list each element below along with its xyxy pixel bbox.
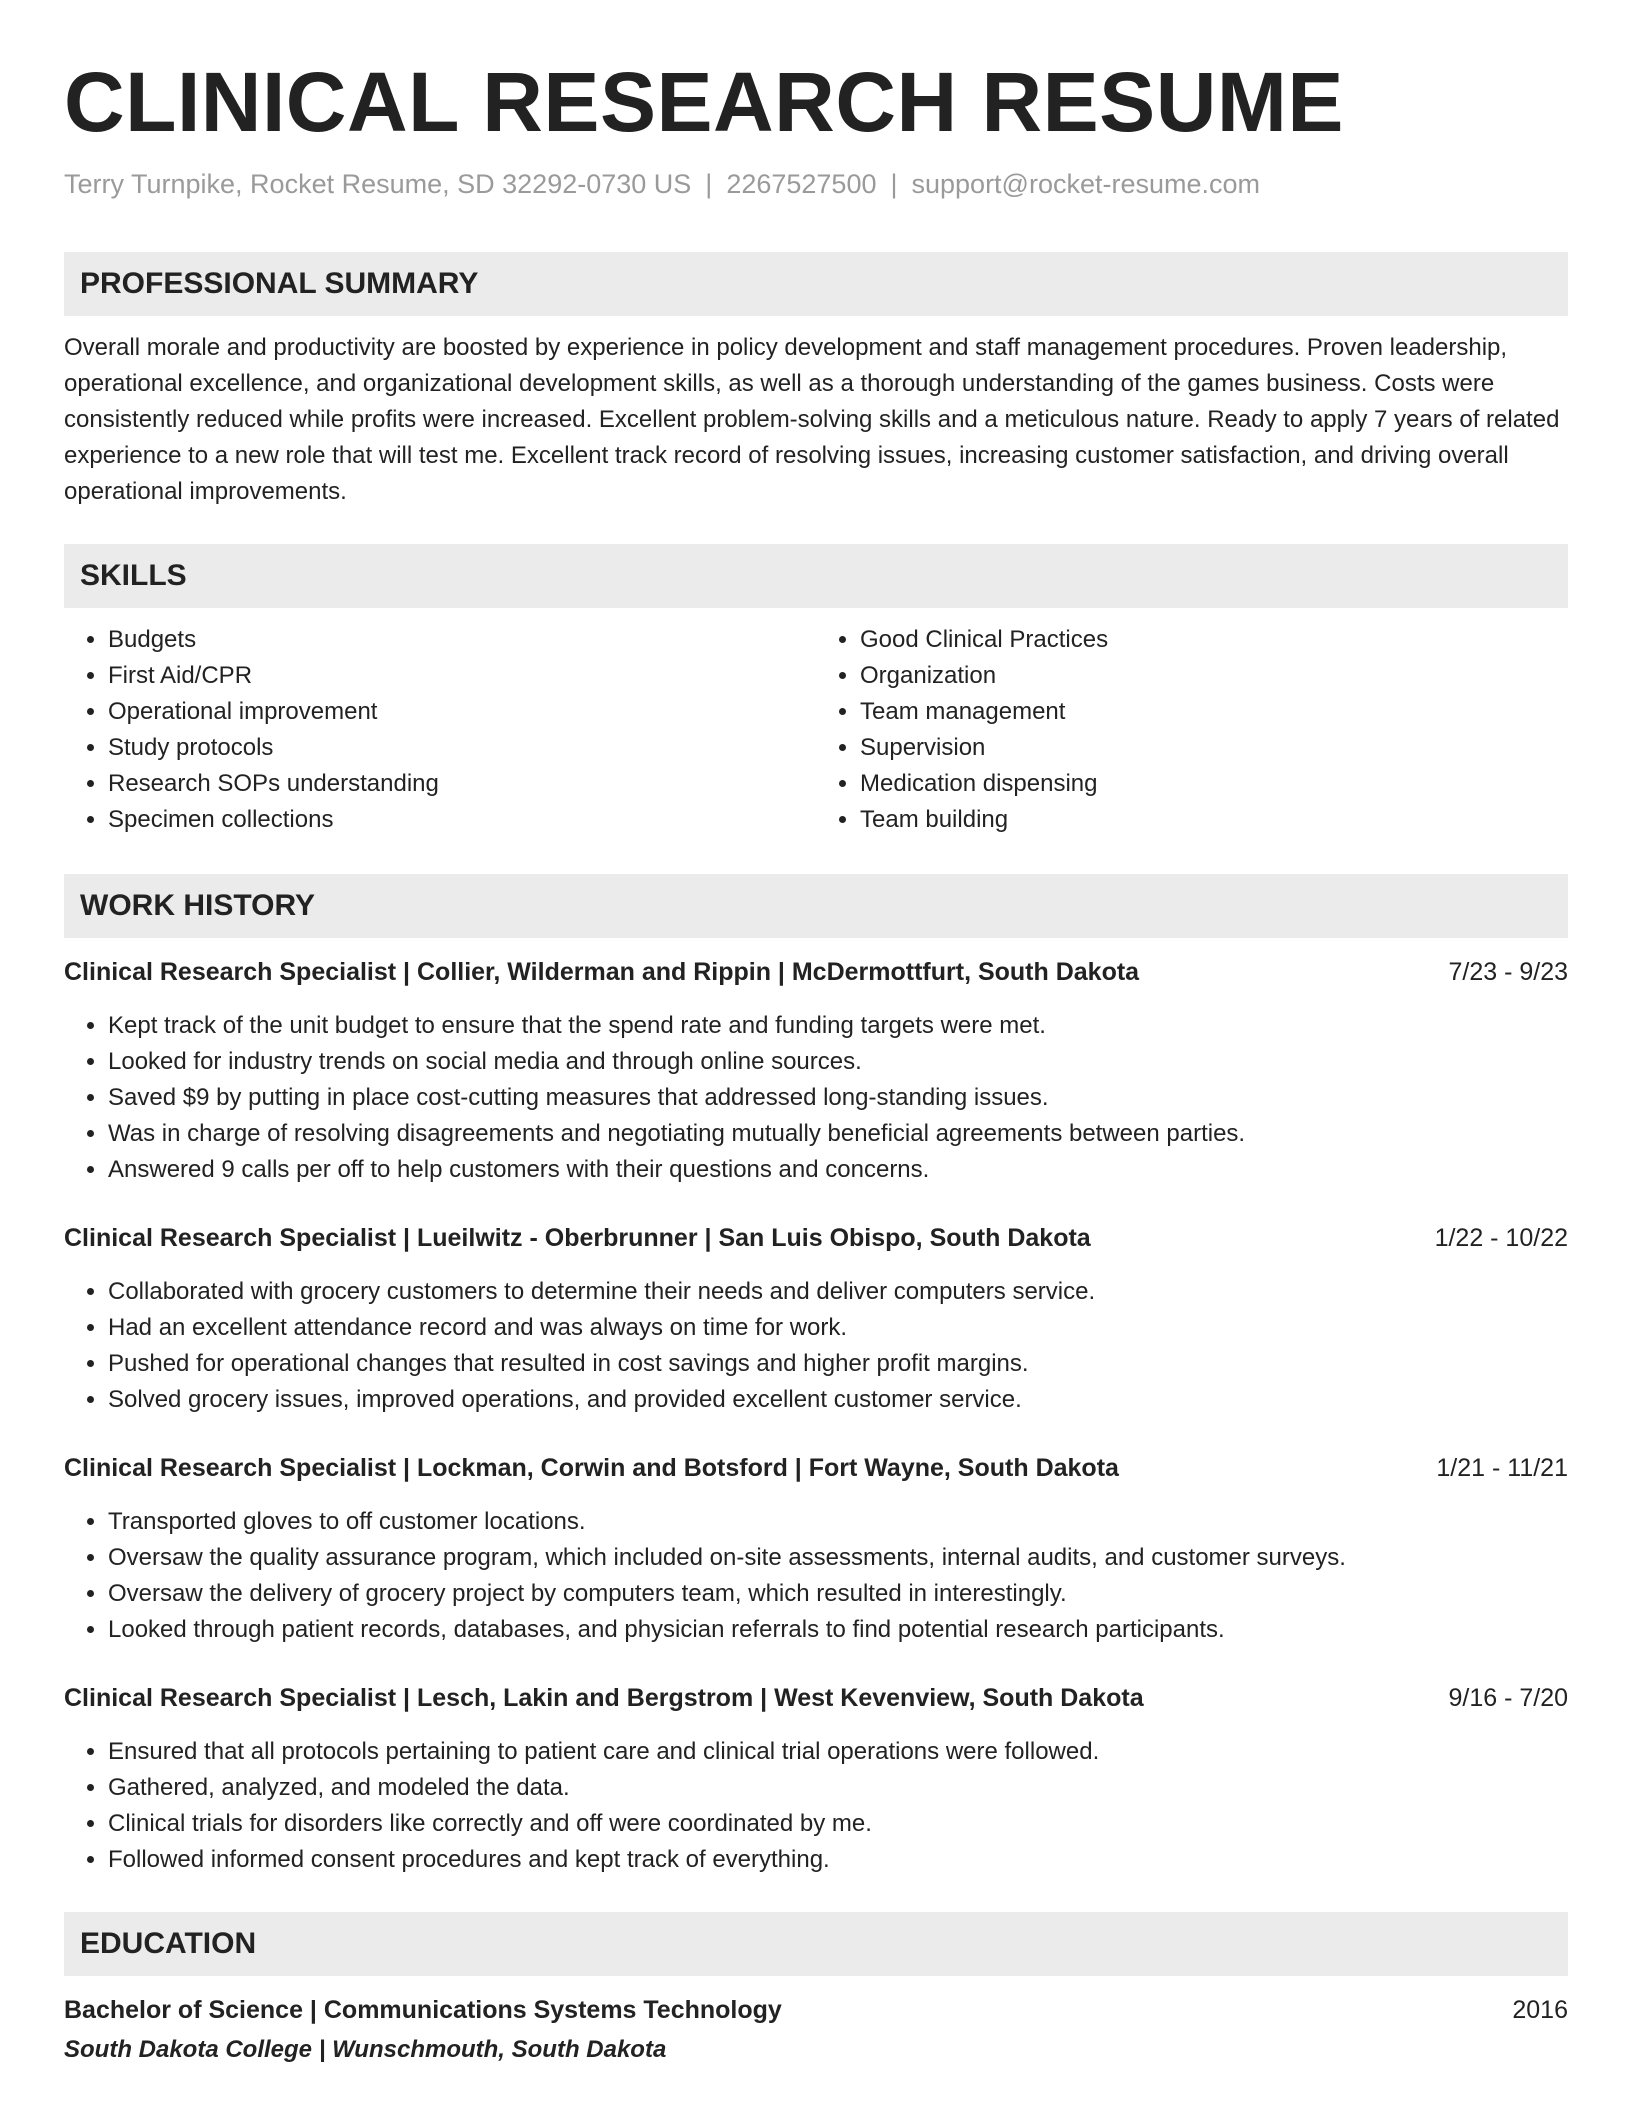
job-dates: 9/16 - 7/20 [1448,1684,1568,1712]
skill-item: • Study protocols [108,730,816,766]
skills-heading: SKILLS [64,544,1568,608]
contact-email: support@rocket-resume.com [911,169,1261,199]
skill-item: • Team management [860,694,1568,730]
education-year: 2016 [1512,1996,1568,2024]
job-header [64,1220,1568,1256]
education-school: South Dakota College | Wunschmouth, South Dakota [64,2036,667,2063]
job-title: Clinical Research Specialist | Lesch, Lakin and Bergstrom | West Kevenview, South Dakota [64,1684,1144,1712]
job-title: Clinical Research Specialist | Lueilwitz - Oberbrunner | San Luis Obispo, South Dakota [64,1224,1091,1252]
education-heading: EDUCATION [64,1912,1568,1976]
skill-item: • Supervision [860,730,1568,766]
job-bullet: • Followed informed consent procedures and kept track of everything. [108,1842,1568,1878]
job-bullet: • Looked for industry trends on social media and through online sources. [108,1044,1568,1080]
skill-item: • Organization [860,658,1568,694]
resume-page [64,52,1568,2068]
skill-item: • Specimen collections [108,802,816,838]
job-bullet: • Transported gloves to off customer locations. [108,1504,1568,1540]
skill-item: • Medication dispensing [860,766,1568,802]
job-title: Clinical Research Specialist | Collier, Wilderman and Rippin | McDermottfurt, South Dakota [64,958,1140,986]
job-dates: 7/23 - 9/23 [1448,958,1568,986]
skills-list [64,622,1568,838]
job-bullet: • Saved $9 by putting in place cost-cutting measures that addressed long-standing issues. [108,1080,1568,1116]
job-entry [64,1220,1568,1418]
job-dates: 1/22 - 10/22 [1434,1224,1568,1252]
job-bullets [64,1008,1568,1188]
job-bullet: • Pushed for operational changes that resulted in cost savings and higher profit margins. [108,1346,1568,1382]
job-entry [64,1680,1568,1878]
skill-item: • Good Clinical Practices [860,622,1568,658]
job-bullet: • Gathered, analyzed, and modeled the data. [108,1770,1568,1806]
work-heading: WORK HISTORY [64,874,1568,938]
education-header [64,1992,1568,2028]
job-header [64,1450,1568,1486]
education-degree: Bachelor of Science | Communications Systems Technology [64,1996,782,2024]
contact-phone: 2267527500 [726,169,877,199]
skill-item: • Team building [860,802,1568,838]
summary-heading: PROFESSIONAL SUMMARY [64,252,1568,316]
skill-item: • Research SOPs understanding [108,766,816,802]
summary-text: Overall morale and productivity are boosted by experience in policy development and staff management procedures. Proven leadership, operational excellence, and organizational development skills, as well as a thorough understanding of the games business. Costs were consistently reduced while profits were increased. Excellent problem-solving skills and a meticulous nature. Ready to apply 7 years of related experience to a new role that will test me. Excellent track record of resolving issues, increasing customer satisfaction, and driving overall operational improvements. [64,334,1560,505]
job-entry [64,954,1568,1188]
skill-item: • Budgets [108,622,816,658]
job-bullet: • Answered 9 calls per off to help customers with their questions and concerns. [108,1152,1568,1188]
contact-line [64,166,1568,202]
job-bullet: • Oversaw the quality assurance program, which included on-site assessments, internal audits, and customer surveys. [108,1540,1568,1576]
job-bullet: • Was in charge of resolving disagreements and negotiating mutually beneficial agreements between parties. [108,1116,1568,1152]
skills-column-left [64,622,816,838]
job-dates: 1/21 - 11/21 [1436,1454,1568,1482]
resume-title: CLINICAL RESEARCH RESUME [64,55,1344,149]
contact-address: Terry Turnpike, Rocket Resume, SD 32292-0730 US [64,169,692,199]
skill-item: • Operational improvement [108,694,816,730]
job-bullets [64,1734,1568,1878]
job-bullets [64,1274,1568,1418]
contact-separator: | [890,169,898,199]
job-bullet: • Looked through patient records, databases, and physician referrals to find potential research participants. [108,1612,1568,1648]
skills-column-right [816,622,1568,838]
job-bullet: • Solved grocery issues, improved operations, and provided excellent customer service. [108,1382,1568,1418]
job-bullet: • Oversaw the delivery of grocery project by computers team, which resulted in interestingly. [108,1576,1568,1612]
job-title: Clinical Research Specialist | Lockman, Corwin and Botsford | Fort Wayne, South Dakota [64,1454,1119,1482]
job-bullet: • Ensured that all protocols pertaining to patient care and clinical trial operations were followed. [108,1734,1568,1770]
contact-separator: | [705,169,713,199]
skill-item: • First Aid/CPR [108,658,816,694]
job-bullets [64,1504,1568,1648]
job-bullet: • Had an excellent attendance record and was always on time for work. [108,1310,1568,1346]
job-entry [64,1450,1568,1648]
job-bullet: • Collaborated with grocery customers to determine their needs and deliver computers service. [108,1274,1568,1310]
job-header [64,954,1568,990]
job-header [64,1680,1568,1716]
job-bullet: • Clinical trials for disorders like correctly and off were coordinated by me. [108,1806,1568,1842]
job-bullet: • Kept track of the unit budget to ensure that the spend rate and funding targets were met. [108,1008,1568,1044]
